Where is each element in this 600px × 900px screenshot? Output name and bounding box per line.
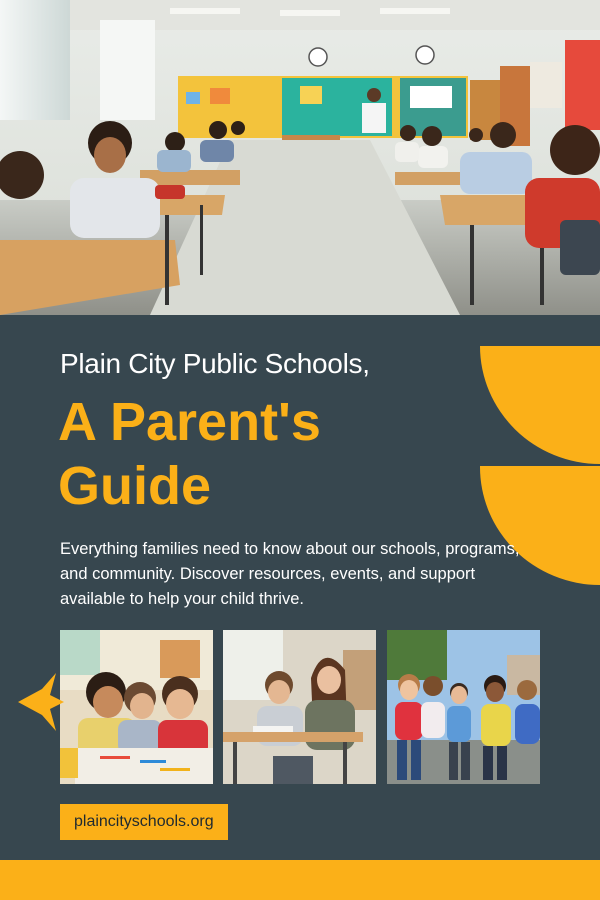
poster-title-line-2: Guide: [58, 456, 212, 516]
poster-title: [58, 390, 478, 518]
bottom-accent-bar: [0, 860, 600, 900]
children-drawing-photo: [60, 630, 213, 784]
hero-classroom-photo: [0, 0, 600, 315]
poster-description: Everything families need to know about our schools, programs, and community. Discover resources, events, and support available to help your child thrive.: [60, 540, 520, 608]
poster-title-line-1: A Parent's: [58, 392, 321, 452]
teacher-with-student-photo: [223, 630, 376, 784]
poster-content-panel: [0, 315, 600, 900]
website-url[interactable]: plaincityschools.org: [74, 813, 214, 830]
star-burst-icon: [18, 673, 64, 731]
students-outdoors-photo: [387, 630, 540, 784]
website-badge[interactable]: [60, 804, 228, 840]
poster-subtitle: Plain City Public Schools,: [60, 348, 370, 379]
